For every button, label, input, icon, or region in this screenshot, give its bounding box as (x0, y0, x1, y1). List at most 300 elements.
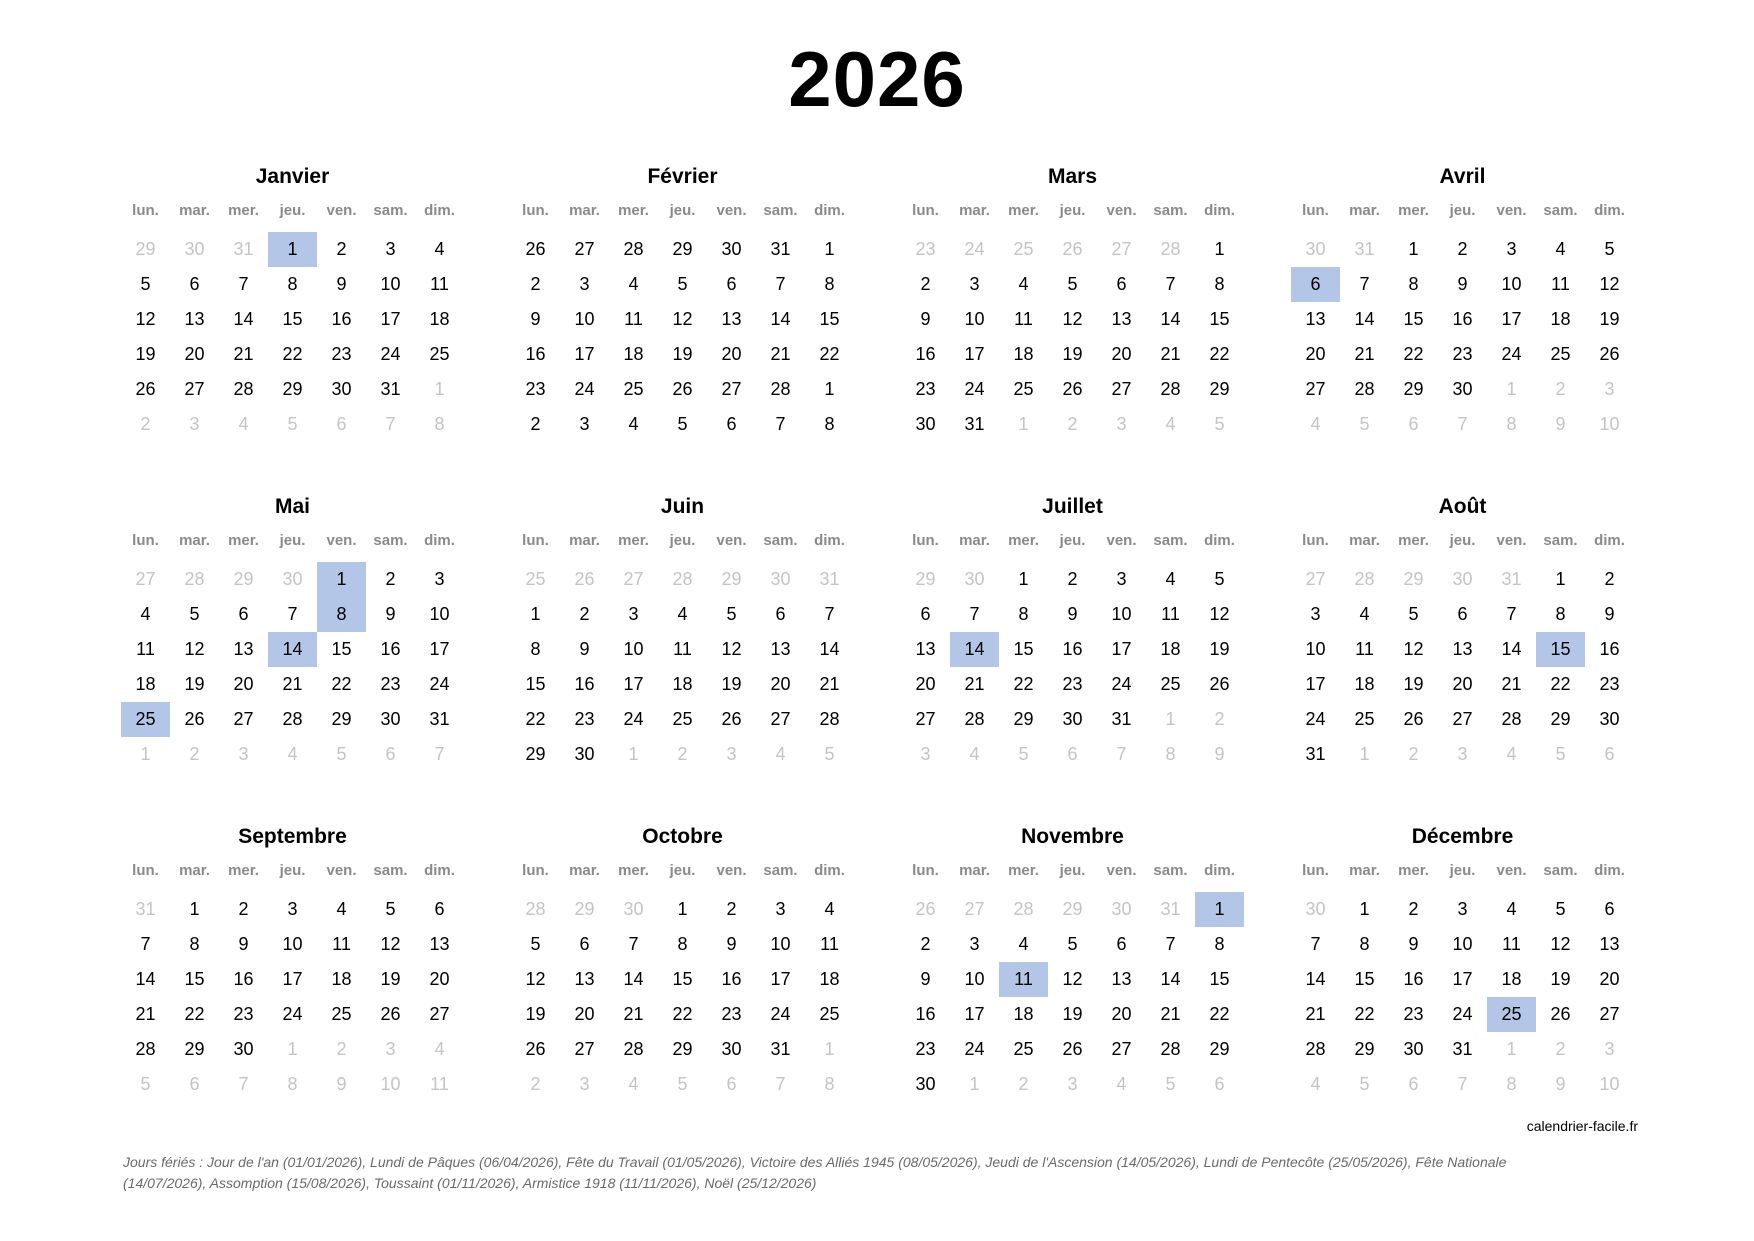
day-cell: 17 (1305, 674, 1326, 694)
day-cell: 3 (1457, 744, 1468, 764)
day-cell: 30 (1111, 899, 1132, 919)
day-cell: 22 (331, 674, 352, 694)
month-title: Septembre (238, 825, 347, 848)
day-cell: 12 (135, 309, 156, 329)
day-cell: 17 (1111, 639, 1132, 659)
day-cell: 4 (628, 1074, 639, 1094)
day-cell: 14 (135, 969, 156, 989)
weekday-header: ven. (1106, 862, 1137, 879)
day-cell: 22 (1354, 1004, 1375, 1024)
day-cell: 28 (184, 569, 205, 589)
day-cell: 24 (964, 239, 985, 259)
weekday-header: dim. (424, 202, 455, 219)
month-7 (1291, 492, 1634, 772)
day-cell: 3 (385, 239, 396, 259)
day-cell: 6 (238, 604, 249, 624)
day-cell: 1 (824, 239, 835, 259)
day-cell: 19 (1403, 674, 1424, 694)
day-cell: 22 (1550, 674, 1571, 694)
day-cell: 27 (1305, 569, 1326, 589)
weekday-header: mar. (959, 532, 990, 549)
day-cell: 28 (964, 709, 985, 729)
day-cell: 20 (1599, 969, 1620, 989)
weekday-header: mer. (1008, 532, 1039, 549)
day-cell: 10 (623, 639, 644, 659)
day-cell: 20 (721, 344, 742, 364)
weekday-header: jeu. (1059, 532, 1086, 549)
day-cell: 3 (969, 274, 980, 294)
day-cell: 28 (1354, 569, 1375, 589)
month-title: Août (1438, 495, 1487, 518)
day-cell: 19 (380, 969, 401, 989)
weekday-header: jeu. (1059, 202, 1086, 219)
weekday-header: ven. (716, 862, 747, 879)
day-cell: 4 (287, 744, 298, 764)
day-cell: 19 (721, 674, 742, 694)
weekday-header: jeu. (669, 532, 696, 549)
day-cell: 5 (336, 744, 347, 764)
day-cell: 27 (1305, 379, 1326, 399)
day-cell: 30 (1305, 239, 1326, 259)
holiday-day-cell: 15 (1536, 632, 1585, 667)
day-cell: 4 (1506, 899, 1517, 919)
holiday-day-cell: 14 (950, 632, 999, 667)
day-cell: 26 (1403, 709, 1424, 729)
weekday-header: mar. (569, 862, 600, 879)
day-cell: 13 (1111, 969, 1132, 989)
day-cell: 12 (1403, 639, 1424, 659)
day-cell: 3 (579, 414, 590, 434)
day-cell: 3 (434, 569, 445, 589)
day-cell: 8 (824, 414, 835, 434)
day-cell: 4 (1116, 1074, 1127, 1094)
day-cell: 2 (238, 899, 249, 919)
day-cell: 6 (1067, 744, 1078, 764)
day-cell: 26 (135, 379, 156, 399)
day-cell: 28 (1160, 379, 1181, 399)
holiday-day-cell: 1 (1195, 892, 1244, 927)
weekday-header: dim. (814, 202, 845, 219)
weekday-header: mer. (228, 532, 259, 549)
weekday-header: mar. (179, 202, 210, 219)
day-cell: 30 (1062, 709, 1083, 729)
day-cell: 12 (1062, 309, 1083, 329)
day-cell: 1 (1506, 379, 1517, 399)
day-cell: 30 (1599, 709, 1620, 729)
day-cell: 23 (915, 1039, 936, 1059)
day-cell: 15 (672, 969, 693, 989)
day-cell: 10 (770, 934, 791, 954)
day-cell: 2 (1018, 1074, 1029, 1094)
day-cell: 16 (1599, 639, 1620, 659)
day-cell: 7 (1116, 744, 1127, 764)
day-cell: 8 (1214, 934, 1225, 954)
day-cell: 10 (380, 274, 401, 294)
day-cell: 15 (1013, 639, 1034, 659)
day-cell: 6 (1457, 604, 1468, 624)
weekday-header: lun. (522, 202, 549, 219)
day-cell: 24 (282, 1004, 303, 1024)
day-cell: 4 (628, 274, 639, 294)
day-cell: 24 (429, 674, 450, 694)
day-cell: 16 (1403, 969, 1424, 989)
weekday-header: sam. (763, 532, 798, 549)
day-cell: 26 (1599, 344, 1620, 364)
day-cell: 12 (672, 309, 693, 329)
day-cell: 5 (1359, 414, 1370, 434)
day-cell: 23 (1062, 674, 1083, 694)
month-title: Juin (660, 495, 705, 518)
day-cell: 7 (775, 1074, 786, 1094)
day-cell: 17 (380, 309, 401, 329)
day-cell: 31 (233, 239, 254, 259)
day-cell: 1 (677, 899, 688, 919)
day-cell: 30 (721, 239, 742, 259)
day-cell: 2 (1408, 899, 1419, 919)
day-cell: 5 (1067, 274, 1078, 294)
day-cell: 3 (775, 899, 786, 919)
day-cell: 6 (189, 1074, 200, 1094)
weekday-header: mer. (618, 202, 649, 219)
day-cell: 22 (1013, 674, 1034, 694)
day-cell: 23 (525, 379, 546, 399)
day-cell: 5 (1165, 1074, 1176, 1094)
weekday-header: dim. (424, 862, 455, 879)
day-cell: 2 (530, 274, 541, 294)
day-cell: 9 (385, 604, 396, 624)
month-3 (1291, 162, 1634, 442)
day-cell: 3 (385, 1039, 396, 1059)
day-cell: 30 (1305, 899, 1326, 919)
weekday-header: sam. (1153, 202, 1188, 219)
day-cell: 16 (1452, 309, 1473, 329)
holiday-day-cell: 25 (1487, 997, 1536, 1032)
day-cell: 2 (1555, 1039, 1566, 1059)
day-cell: 28 (623, 1039, 644, 1059)
day-cell: 27 (770, 709, 791, 729)
weekday-header: mar. (179, 532, 210, 549)
day-cell: 28 (1160, 239, 1181, 259)
day-cell: 14 (1305, 969, 1326, 989)
day-cell: 23 (721, 1004, 742, 1024)
day-cell: 19 (1209, 639, 1230, 659)
weekday-header: mar. (569, 532, 600, 549)
month-title: Décembre (1411, 825, 1514, 848)
day-cell: 4 (434, 239, 445, 259)
day-cell: 14 (819, 639, 840, 659)
day-cell: 17 (1452, 969, 1473, 989)
day-cell: 9 (1604, 604, 1615, 624)
weekday-header: lun. (912, 862, 939, 879)
day-cell: 10 (282, 934, 303, 954)
day-cell: 15 (819, 309, 840, 329)
day-cell: 3 (287, 899, 298, 919)
day-cell: 7 (1165, 274, 1176, 294)
weekday-header: mar. (1349, 202, 1380, 219)
day-cell: 9 (579, 639, 590, 659)
day-cell: 22 (1209, 344, 1230, 364)
day-cell: 27 (964, 899, 985, 919)
day-cell: 29 (672, 1039, 693, 1059)
weekday-header: mer. (1398, 202, 1429, 219)
day-cell: 24 (1305, 709, 1326, 729)
month-11 (1291, 822, 1634, 1102)
month-10 (901, 822, 1244, 1102)
day-cell: 29 (1013, 709, 1034, 729)
day-cell: 24 (1452, 1004, 1473, 1024)
day-cell: 11 (1014, 309, 1033, 329)
holiday-day-cell: 8 (317, 597, 366, 632)
day-cell: 27 (233, 709, 254, 729)
day-cell: 25 (1013, 1039, 1034, 1059)
day-cell: 20 (574, 1004, 595, 1024)
holiday-day-cell: 25 (121, 702, 170, 737)
month-title: Mai (274, 495, 310, 518)
weekday-header: ven. (1106, 202, 1137, 219)
day-cell: 20 (915, 674, 936, 694)
day-cell: 3 (726, 744, 737, 764)
day-cell: 9 (530, 309, 541, 329)
day-cell: 26 (380, 1004, 401, 1024)
day-cell: 15 (525, 674, 546, 694)
month-title: Octobre (642, 825, 723, 848)
day-cell: 24 (1501, 344, 1522, 364)
day-cell: 1 (189, 899, 200, 919)
day-cell: 11 (1355, 639, 1374, 659)
month-0 (121, 162, 464, 442)
day-cell: 10 (429, 604, 450, 624)
weekday-header: sam. (373, 862, 408, 879)
month-title: Juillet (1042, 495, 1103, 518)
day-cell: 10 (1305, 639, 1326, 659)
day-cell: 26 (525, 1039, 546, 1059)
day-cell: 20 (1111, 344, 1132, 364)
day-cell: 4 (238, 414, 249, 434)
month-title: Mars (1047, 165, 1098, 188)
day-cell: 6 (579, 934, 590, 954)
day-cell: 2 (1457, 239, 1468, 259)
day-cell: 6 (775, 604, 786, 624)
weekday-header: mer. (1008, 862, 1039, 879)
day-cell: 5 (385, 899, 396, 919)
holiday-day-cell: 1 (268, 232, 317, 267)
day-cell: 5 (1555, 744, 1566, 764)
day-cell: 1 (1018, 569, 1029, 589)
weekday-header: dim. (1204, 532, 1235, 549)
weekday-header: ven. (1496, 202, 1527, 219)
day-cell: 27 (1599, 1004, 1620, 1024)
day-cell: 29 (525, 744, 546, 764)
weekday-header: ven. (716, 202, 747, 219)
day-cell: 18 (1160, 639, 1181, 659)
day-cell: 4 (677, 604, 688, 624)
weekday-header: lun. (1302, 532, 1329, 549)
day-cell: 2 (1214, 709, 1225, 729)
weekday-header: sam. (1543, 202, 1578, 219)
day-cell: 8 (434, 414, 445, 434)
day-cell: 4 (1310, 414, 1321, 434)
day-cell: 19 (1550, 969, 1571, 989)
month-8 (121, 822, 464, 1102)
month-title: Novembre (1021, 825, 1124, 848)
day-cell: 7 (238, 274, 249, 294)
day-cell: 29 (282, 379, 303, 399)
day-cell: 6 (726, 1074, 737, 1094)
day-cell: 5 (726, 604, 737, 624)
day-cell: 14 (1160, 969, 1181, 989)
day-cell: 3 (1506, 239, 1517, 259)
day-cell: 5 (1018, 744, 1029, 764)
day-cell: 28 (282, 709, 303, 729)
weekday-header: ven. (326, 862, 357, 879)
day-cell: 26 (1550, 1004, 1571, 1024)
weekday-header: mer. (618, 532, 649, 549)
month-title: Février (647, 165, 718, 188)
day-cell: 27 (623, 569, 644, 589)
day-cell: 28 (1501, 709, 1522, 729)
day-cell: 29 (1209, 1039, 1230, 1059)
day-cell: 7 (1359, 274, 1370, 294)
day-cell: 7 (1310, 934, 1321, 954)
day-cell: 27 (1111, 239, 1132, 259)
day-cell: 3 (969, 934, 980, 954)
day-cell: 17 (964, 344, 985, 364)
weekday-header: jeu. (279, 202, 306, 219)
weekday-header: sam. (1153, 532, 1188, 549)
day-cell: 11 (1502, 934, 1521, 954)
day-cell: 27 (1452, 709, 1473, 729)
day-cell: 8 (824, 274, 835, 294)
day-cell: 23 (380, 674, 401, 694)
day-cell: 15 (1209, 309, 1230, 329)
day-cell: 16 (525, 344, 546, 364)
weekday-header: lun. (1302, 202, 1329, 219)
day-cell: 17 (1501, 309, 1522, 329)
weekday-header: sam. (373, 202, 408, 219)
day-cell: 3 (1067, 1074, 1078, 1094)
day-cell: 1 (824, 1039, 835, 1059)
day-cell: 22 (1403, 344, 1424, 364)
calendar-year-title: 2026 (788, 35, 966, 123)
day-cell: 1 (1359, 744, 1370, 764)
day-cell: 6 (726, 414, 737, 434)
day-cell: 17 (623, 674, 644, 694)
day-cell: 26 (672, 379, 693, 399)
day-cell: 22 (1209, 1004, 1230, 1024)
day-cell: 21 (1305, 1004, 1326, 1024)
weekday-header: lun. (912, 532, 939, 549)
weekday-header: ven. (716, 532, 747, 549)
day-cell: 30 (184, 239, 205, 259)
day-cell: 7 (140, 934, 151, 954)
day-cell: 29 (1403, 379, 1424, 399)
weekday-header: mar. (1349, 532, 1380, 549)
day-cell: 4 (1165, 569, 1176, 589)
weekday-header: sam. (763, 862, 798, 879)
day-cell: 23 (574, 709, 595, 729)
day-cell: 7 (1457, 1074, 1468, 1094)
day-cell: 3 (920, 744, 931, 764)
day-cell: 18 (1013, 344, 1034, 364)
day-cell: 10 (380, 1074, 401, 1094)
day-cell: 3 (238, 744, 249, 764)
weekday-header: dim. (1594, 532, 1625, 549)
day-cell: 9 (1408, 934, 1419, 954)
day-cell: 7 (628, 934, 639, 954)
day-cell: 23 (233, 1004, 254, 1024)
day-cell: 2 (530, 414, 541, 434)
day-cell: 14 (233, 309, 254, 329)
day-cell: 10 (964, 969, 985, 989)
day-cell: 28 (1305, 1039, 1326, 1059)
day-cell: 12 (1209, 604, 1230, 624)
day-cell: 18 (1550, 309, 1571, 329)
day-cell: 6 (1116, 934, 1127, 954)
day-cell: 16 (574, 674, 595, 694)
day-cell: 6 (726, 274, 737, 294)
weekday-header: dim. (1594, 862, 1625, 879)
day-cell: 9 (336, 274, 347, 294)
day-cell: 9 (920, 969, 931, 989)
day-cell: 26 (721, 709, 742, 729)
day-cell: 21 (1160, 344, 1181, 364)
day-cell: 24 (770, 1004, 791, 1024)
day-cell: 18 (135, 674, 156, 694)
day-cell: 8 (189, 934, 200, 954)
day-cell: 5 (1604, 239, 1615, 259)
day-cell: 13 (1111, 309, 1132, 329)
weekday-header: lun. (132, 532, 159, 549)
day-cell: 16 (915, 344, 936, 364)
day-cell: 14 (770, 309, 791, 329)
day-cell: 20 (184, 344, 205, 364)
day-cell: 4 (1359, 604, 1370, 624)
day-cell: 27 (1111, 1039, 1132, 1059)
day-cell: 30 (1403, 1039, 1424, 1059)
day-cell: 13 (721, 309, 742, 329)
day-cell: 27 (429, 1004, 450, 1024)
day-cell: 4 (336, 899, 347, 919)
day-cell: 29 (233, 569, 254, 589)
day-cell: 4 (1018, 274, 1029, 294)
month-9 (511, 822, 854, 1102)
day-cell: 28 (525, 899, 546, 919)
day-cell: 21 (819, 674, 840, 694)
day-cell: 27 (574, 1039, 595, 1059)
weekday-header: ven. (1106, 532, 1137, 549)
day-cell: 5 (677, 274, 688, 294)
day-cell: 16 (233, 969, 254, 989)
day-cell: 11 (136, 639, 155, 659)
day-cell: 10 (964, 309, 985, 329)
day-cell: 13 (429, 934, 450, 954)
day-cell: 3 (628, 604, 639, 624)
holiday-day-cell: 11 (999, 962, 1048, 997)
day-cell: 25 (429, 344, 450, 364)
weekday-header: ven. (1496, 532, 1527, 549)
day-cell: 21 (135, 1004, 156, 1024)
day-cell: 1 (628, 744, 639, 764)
day-cell: 10 (1501, 274, 1522, 294)
day-cell: 22 (525, 709, 546, 729)
weekday-header: jeu. (669, 862, 696, 879)
day-cell: 1 (1555, 569, 1566, 589)
day-cell: 8 (287, 274, 298, 294)
day-cell: 4 (434, 1039, 445, 1059)
day-cell: 26 (1062, 239, 1083, 259)
day-cell: 5 (1214, 569, 1225, 589)
day-cell: 14 (1501, 639, 1522, 659)
